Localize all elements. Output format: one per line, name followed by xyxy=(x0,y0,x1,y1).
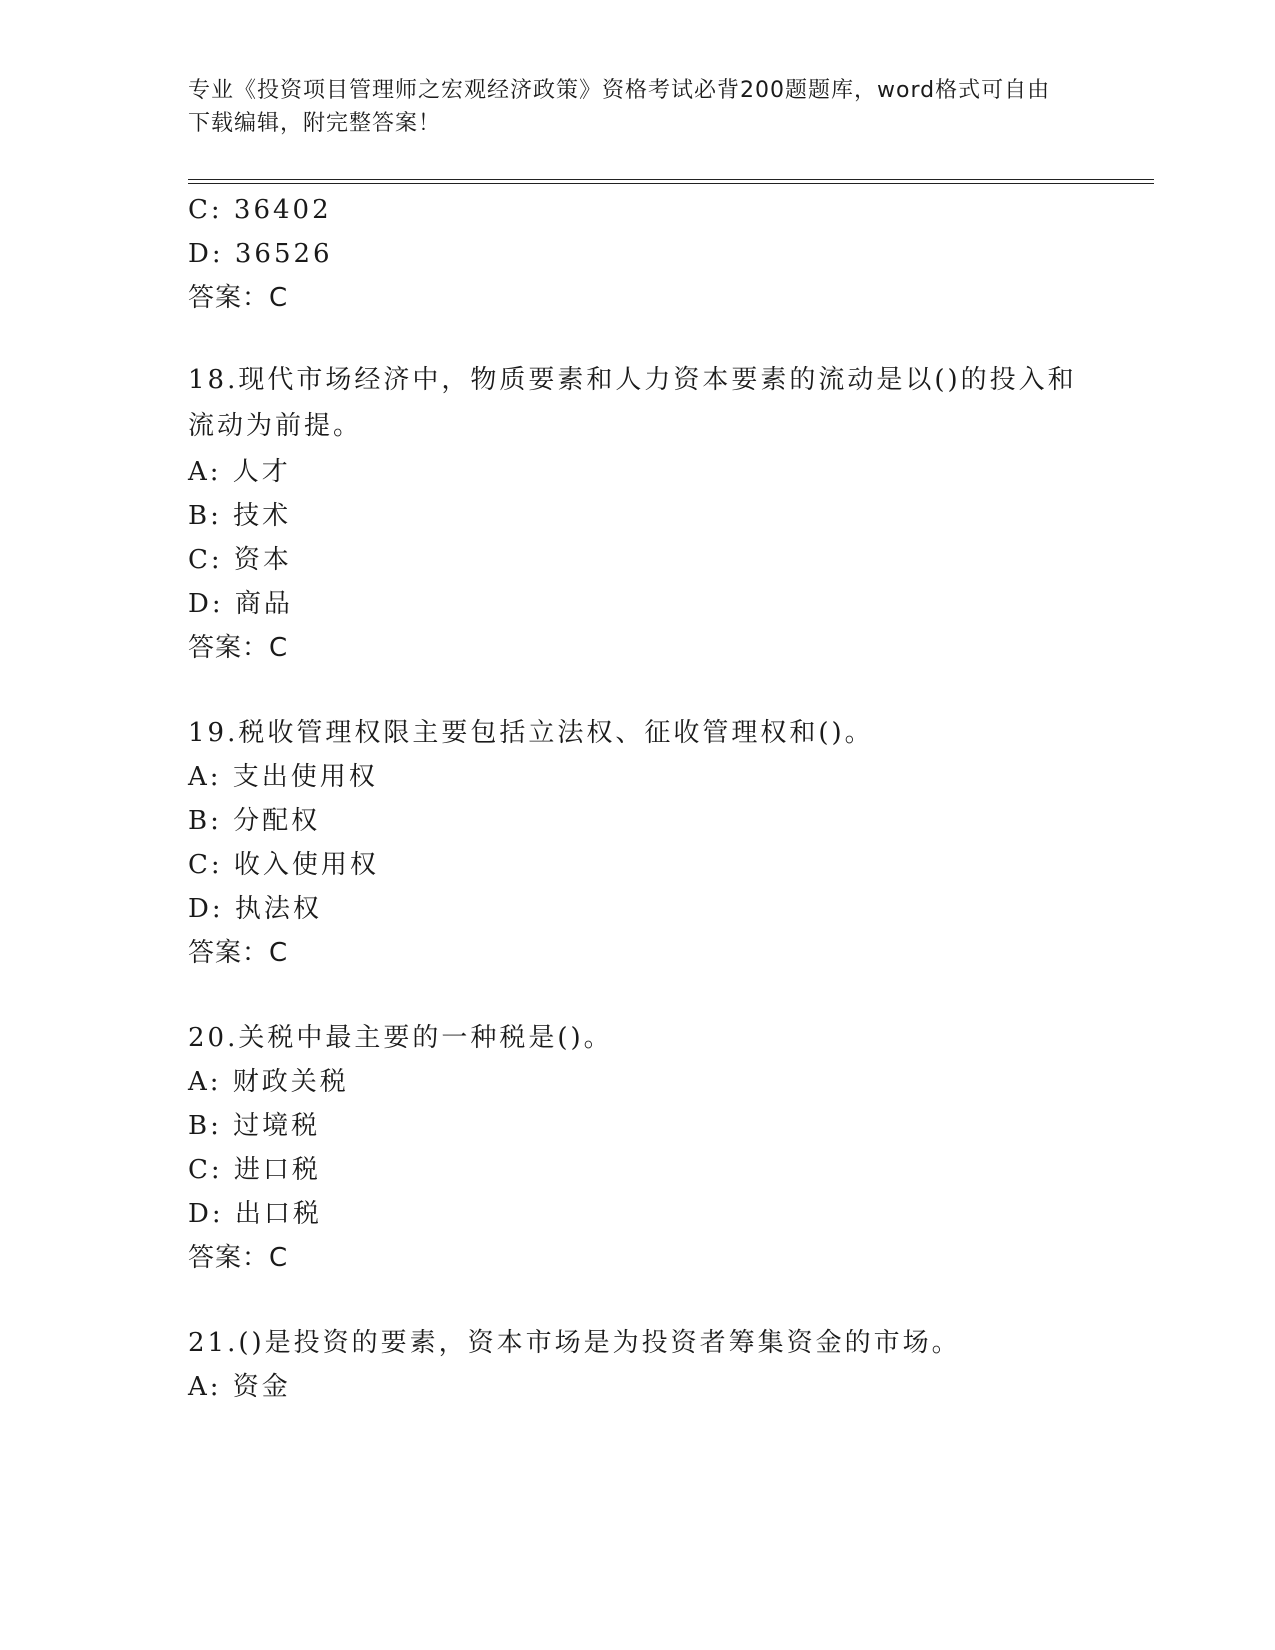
q18-option-b: B: 技术 xyxy=(188,501,292,531)
q17-option-d: D: 36526 xyxy=(188,239,333,269)
q18-option-a: A: 人才 xyxy=(188,457,291,487)
q20-option-c: C: 进口税 xyxy=(188,1155,321,1185)
q19-stem: 19.税收管理权限主要包括立法权、征收管理权和()。 xyxy=(188,718,874,748)
q18-stem: 18.现代市场经济中，物质要素和人力资本要素的流动是以()的投入和流动为前提。 xyxy=(188,365,1077,441)
q19-option-c: C: 收入使用权 xyxy=(188,850,379,880)
q19-option-b: B: 分配权 xyxy=(188,806,321,836)
document-header: 专业《投资项目管理师之宏观经济政策》资格考试必背200题题库，word格式可自由下载编辑，附完整答案！ xyxy=(188,78,1051,136)
q18-option-c: C: 资本 xyxy=(188,545,292,575)
q18-answer: 答案：C xyxy=(188,633,289,663)
q20-option-b: B: 过境税 xyxy=(188,1111,321,1141)
q17-answer: 答案：C xyxy=(188,283,289,313)
q17-option-c: C: 36402 xyxy=(188,195,332,225)
q20-option-a: A: 财政关税 xyxy=(188,1067,349,1097)
q20-answer: 答案：C xyxy=(188,1243,289,1273)
q19-option-d: D: 执法权 xyxy=(188,894,322,924)
q21-stem: 21.()是投资的要素，资本市场是为投资者筹集资金的市场。 xyxy=(188,1328,961,1358)
q20-stem: 20.关税中最主要的一种税是()。 xyxy=(188,1023,613,1053)
q19-answer: 答案：C xyxy=(188,938,289,968)
q19-option-a: A: 支出使用权 xyxy=(188,762,378,792)
header-rule-top xyxy=(188,179,1154,180)
q21-option-a: A: 资金 xyxy=(188,1372,291,1402)
header-rule-bottom xyxy=(188,183,1154,184)
q18-option-d: D: 商品 xyxy=(188,589,293,619)
q20-option-d: D: 出口税 xyxy=(188,1199,322,1229)
